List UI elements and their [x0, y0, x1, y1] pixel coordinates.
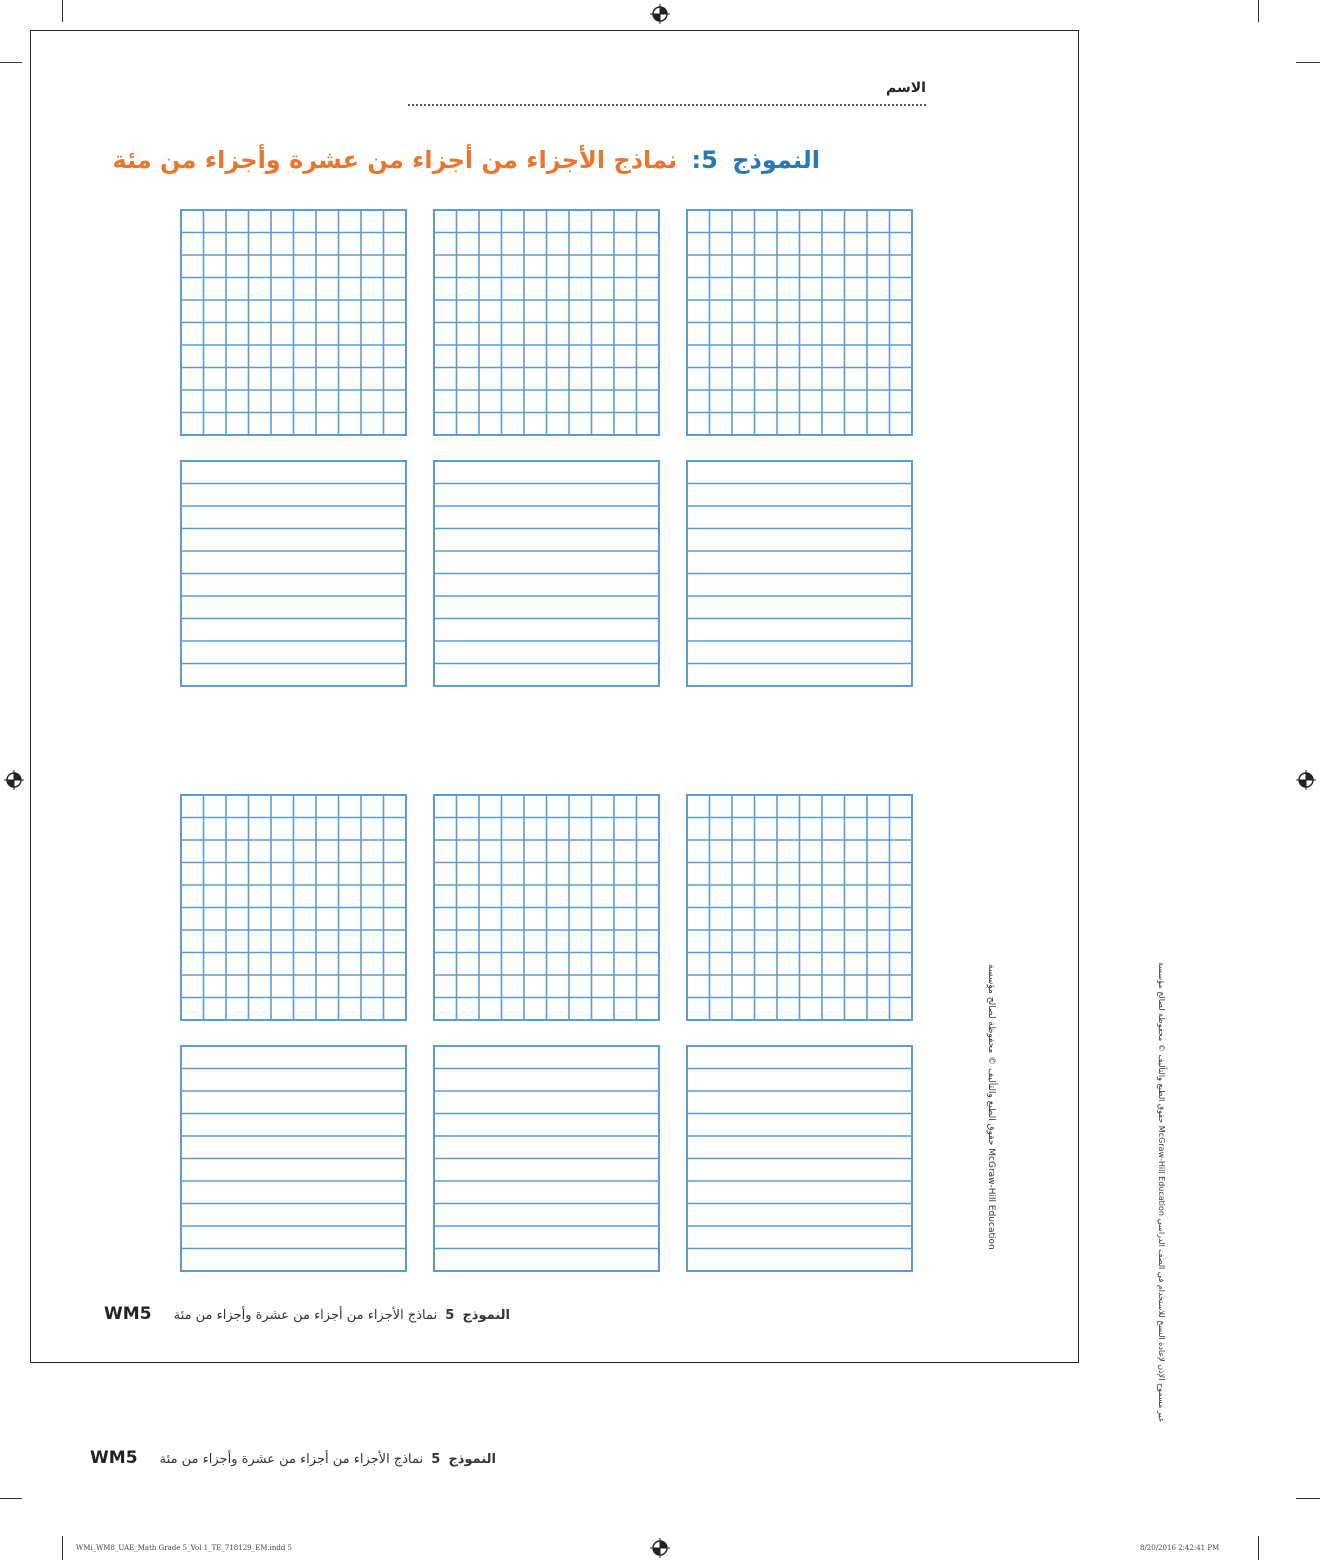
registration-mark-icon: [1296, 770, 1316, 790]
crop-mark: [1258, 0, 1259, 22]
footer-text: نماذج الأجزاء من أجزاء من عشرة وأجزاء من مئة: [173, 1308, 438, 1323]
crop-mark: [62, 1536, 63, 1560]
hundredths-grid: [180, 209, 407, 436]
registration-mark-icon: [650, 1538, 670, 1558]
tenths-model: [180, 460, 407, 687]
title-text: نماذج الأجزاء من أجزاء من عشرة وأجزاء من مئة: [112, 146, 678, 174]
hundredths-grid: [686, 209, 913, 436]
footer-outer: [90, 1448, 496, 1468]
crop-mark: [62, 0, 63, 22]
registration-mark-icon: [4, 770, 24, 790]
tenths-model: [686, 1045, 913, 1272]
crop-mark: [1258, 1536, 1259, 1560]
footer-label: النموذج: [448, 1452, 496, 1467]
crop-mark: [0, 62, 22, 63]
footer-text: نماذج الأجزاء من أجزاء من عشرة وأجزاء من مئة: [159, 1452, 424, 1467]
hundredths-grid: [686, 794, 913, 1021]
slug-date: 8/20/2016 2:42:41 PM: [1140, 1544, 1220, 1552]
copyright-inner: حقوق الطبع والتأليف © محفوظة لصالح مؤسسة McGraw-Hill Education: [986, 964, 996, 1250]
footer-code: WM5: [104, 1304, 152, 1324]
crop-mark: [1296, 62, 1320, 63]
footer-inner: [106, 1304, 510, 1324]
slug-file: WMi_WM8_UAE_Math Grade 5_Vol 1_TE_718129_EM.indd 5: [76, 1544, 293, 1552]
hundredths-grid: [180, 794, 407, 1021]
registration-mark-icon: [650, 4, 670, 24]
page-title: [112, 146, 820, 174]
hundredths-grid: [433, 209, 660, 436]
crop-mark: [0, 1498, 22, 1499]
tenths-model: [686, 460, 913, 687]
title-number: 5:: [691, 146, 718, 174]
tenths-model: [433, 460, 660, 687]
tenths-model: [433, 1045, 660, 1272]
copyright-outer: حقوق الطبع والتأليف © محفوظة لصالح مؤسسة McGraw-Hill Education غير مسموح الإذن لإعادة النسخ للاستخدام في الصف الدراسي: [1157, 962, 1166, 1422]
footer-label: النموذج: [462, 1308, 510, 1323]
footer-number: 5: [431, 1452, 441, 1467]
crop-mark: [1296, 1498, 1320, 1499]
name-label: الاسم: [886, 80, 926, 96]
tenths-model: [180, 1045, 407, 1272]
name-input-line[interactable]: [408, 104, 926, 106]
footer-code: WM5: [90, 1448, 138, 1468]
hundredths-grid: [433, 794, 660, 1021]
footer-number: 5: [445, 1308, 455, 1323]
title-label: النموذج: [732, 146, 820, 174]
